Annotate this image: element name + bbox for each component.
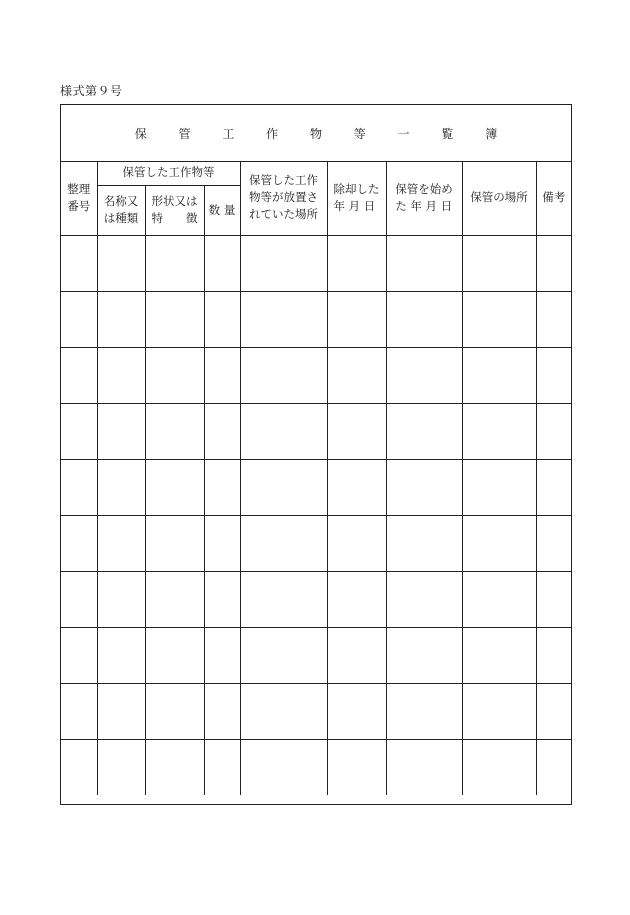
cell-remarks[interactable] bbox=[536, 291, 571, 347]
cell-storage-location[interactable] bbox=[462, 235, 536, 291]
register-body bbox=[61, 235, 571, 795]
header-name-type-label: 名称又 は種類 bbox=[103, 194, 139, 225]
cell-quantity[interactable] bbox=[204, 347, 240, 403]
header-remarks-label: 備考 bbox=[542, 190, 566, 205]
cell-removal-date[interactable] bbox=[327, 347, 386, 403]
cell-name-type[interactable] bbox=[97, 739, 145, 795]
table-row bbox=[61, 683, 571, 739]
header-quantity-label: 数 量 bbox=[208, 202, 236, 217]
register-title: 保 管 工 作 物 等 一 覧 簿 bbox=[134, 126, 512, 141]
cell-quantity[interactable] bbox=[204, 571, 240, 627]
cell-name-type[interactable] bbox=[97, 627, 145, 683]
header-serial-no-label: 整理 番号 bbox=[67, 181, 91, 213]
cell-name-type[interactable] bbox=[97, 683, 145, 739]
cell-shape-features[interactable] bbox=[145, 235, 204, 291]
header-shape-features-label: 形状又は 特 徴 bbox=[151, 194, 198, 225]
cell-storage-location[interactable] bbox=[462, 291, 536, 347]
cell-abandoned-location[interactable] bbox=[240, 571, 327, 627]
cell-remarks[interactable] bbox=[536, 683, 571, 739]
cell-abandoned-location[interactable] bbox=[240, 459, 327, 515]
cell-name-type[interactable] bbox=[97, 571, 145, 627]
cell-quantity[interactable] bbox=[204, 627, 240, 683]
cell-storage-location[interactable] bbox=[462, 459, 536, 515]
cell-name-type[interactable] bbox=[97, 235, 145, 291]
table-row bbox=[61, 459, 571, 515]
cell-storage-location[interactable] bbox=[462, 403, 536, 459]
cell-remarks[interactable] bbox=[536, 571, 571, 627]
cell-removal-date[interactable] bbox=[327, 291, 386, 347]
cell-shape-features[interactable] bbox=[145, 515, 204, 571]
cell-storage-start-date[interactable] bbox=[386, 739, 462, 795]
table-row bbox=[61, 571, 571, 627]
header-removal-date-label: 除却した 年 月 日 bbox=[333, 181, 380, 213]
cell-shape-features[interactable] bbox=[145, 403, 204, 459]
table-row bbox=[61, 627, 571, 683]
cell-storage-location[interactable] bbox=[462, 627, 536, 683]
header-storage-location bbox=[462, 161, 536, 235]
table-row bbox=[61, 291, 571, 347]
register-title-row bbox=[61, 105, 571, 162]
cell-removal-date[interactable] bbox=[327, 459, 386, 515]
cell-shape-features[interactable] bbox=[145, 739, 204, 795]
cell-name-type[interactable] bbox=[97, 403, 145, 459]
header-removal-date bbox=[327, 161, 386, 235]
cell-storage-start-date[interactable] bbox=[386, 403, 462, 459]
cell-removal-date[interactable] bbox=[327, 683, 386, 739]
register-table bbox=[61, 161, 571, 795]
cell-shape-features[interactable] bbox=[145, 683, 204, 739]
cell-name-type[interactable] bbox=[97, 459, 145, 515]
cell-name-type[interactable] bbox=[97, 515, 145, 571]
cell-serial-no[interactable] bbox=[61, 235, 97, 291]
cell-storage-start-date[interactable] bbox=[386, 515, 462, 571]
cell-abandoned-location[interactable] bbox=[240, 235, 327, 291]
header-abandoned-location-label: 保管した工作 物等が放置さ れていた場所 bbox=[249, 173, 318, 222]
table-row bbox=[61, 739, 571, 795]
cell-quantity[interactable] bbox=[204, 739, 240, 795]
header-serial-no bbox=[61, 161, 97, 235]
cell-storage-start-date[interactable] bbox=[386, 627, 462, 683]
cell-abandoned-location[interactable] bbox=[240, 739, 327, 795]
cell-removal-date[interactable] bbox=[327, 571, 386, 627]
cell-abandoned-location[interactable] bbox=[240, 683, 327, 739]
cell-quantity[interactable] bbox=[204, 403, 240, 459]
cell-quantity[interactable] bbox=[204, 235, 240, 291]
cell-serial-no[interactable] bbox=[61, 459, 97, 515]
header-storage-start-date bbox=[386, 161, 462, 235]
form-number-label: 様式第９号 bbox=[60, 84, 123, 98]
cell-serial-no[interactable] bbox=[61, 627, 97, 683]
cell-name-type[interactable] bbox=[97, 291, 145, 347]
cell-abandoned-location[interactable] bbox=[240, 291, 327, 347]
cell-abandoned-location[interactable] bbox=[240, 515, 327, 571]
storage-register-form bbox=[60, 104, 572, 805]
cell-serial-no[interactable] bbox=[61, 347, 97, 403]
cell-shape-features[interactable] bbox=[145, 291, 204, 347]
cell-quantity[interactable] bbox=[204, 459, 240, 515]
cell-shape-features[interactable] bbox=[145, 571, 204, 627]
header-shape-features bbox=[145, 185, 204, 235]
table-row bbox=[61, 515, 571, 571]
cell-serial-no[interactable] bbox=[61, 571, 97, 627]
header-stored-objects-group bbox=[97, 161, 240, 185]
cell-storage-location[interactable] bbox=[462, 347, 536, 403]
cell-remarks[interactable] bbox=[536, 235, 571, 291]
cell-remarks[interactable] bbox=[536, 459, 571, 515]
cell-storage-location[interactable] bbox=[462, 515, 536, 571]
cell-storage-start-date[interactable] bbox=[386, 683, 462, 739]
cell-removal-date[interactable] bbox=[327, 627, 386, 683]
cell-name-type[interactable] bbox=[97, 347, 145, 403]
header-storage-location-label: 保管の場所 bbox=[470, 190, 528, 205]
cell-remarks[interactable] bbox=[536, 515, 571, 571]
cell-storage-start-date[interactable] bbox=[386, 459, 462, 515]
cell-abandoned-location[interactable] bbox=[240, 347, 327, 403]
cell-quantity[interactable] bbox=[204, 291, 240, 347]
cell-storage-location[interactable] bbox=[462, 739, 536, 795]
header-quantity bbox=[204, 185, 240, 235]
cell-shape-features[interactable] bbox=[145, 459, 204, 515]
cell-removal-date[interactable] bbox=[327, 515, 386, 571]
cell-remarks[interactable] bbox=[536, 403, 571, 459]
cell-storage-start-date[interactable] bbox=[386, 571, 462, 627]
cell-storage-start-date[interactable] bbox=[386, 235, 462, 291]
header-stored-objects-label: 保管した工作物等 bbox=[122, 165, 215, 180]
cell-shape-features[interactable] bbox=[145, 627, 204, 683]
header-name-type bbox=[97, 185, 145, 235]
cell-abandoned-location[interactable] bbox=[240, 627, 327, 683]
header-abandoned-location bbox=[240, 161, 327, 235]
cell-serial-no[interactable] bbox=[61, 291, 97, 347]
cell-storage-start-date[interactable] bbox=[386, 347, 462, 403]
cell-serial-no[interactable] bbox=[61, 683, 97, 739]
cell-quantity[interactable] bbox=[204, 683, 240, 739]
cell-remarks[interactable] bbox=[536, 347, 571, 403]
cell-storage-location[interactable] bbox=[462, 571, 536, 627]
cell-quantity[interactable] bbox=[204, 515, 240, 571]
cell-removal-date[interactable] bbox=[327, 235, 386, 291]
cell-removal-date[interactable] bbox=[327, 403, 386, 459]
header-remarks bbox=[536, 161, 571, 235]
cell-remarks[interactable] bbox=[536, 739, 571, 795]
cell-shape-features[interactable] bbox=[145, 347, 204, 403]
cell-storage-start-date[interactable] bbox=[386, 291, 462, 347]
table-row bbox=[61, 235, 571, 291]
header-storage-start-date-label: 保管を始め た 年 月 日 bbox=[395, 181, 453, 213]
cell-storage-location[interactable] bbox=[462, 683, 536, 739]
cell-serial-no[interactable] bbox=[61, 403, 97, 459]
table-row bbox=[61, 403, 571, 459]
cell-abandoned-location[interactable] bbox=[240, 403, 327, 459]
cell-removal-date[interactable] bbox=[327, 739, 386, 795]
cell-serial-no[interactable] bbox=[61, 739, 97, 795]
cell-remarks[interactable] bbox=[536, 627, 571, 683]
cell-serial-no[interactable] bbox=[61, 515, 97, 571]
table-row bbox=[61, 347, 571, 403]
